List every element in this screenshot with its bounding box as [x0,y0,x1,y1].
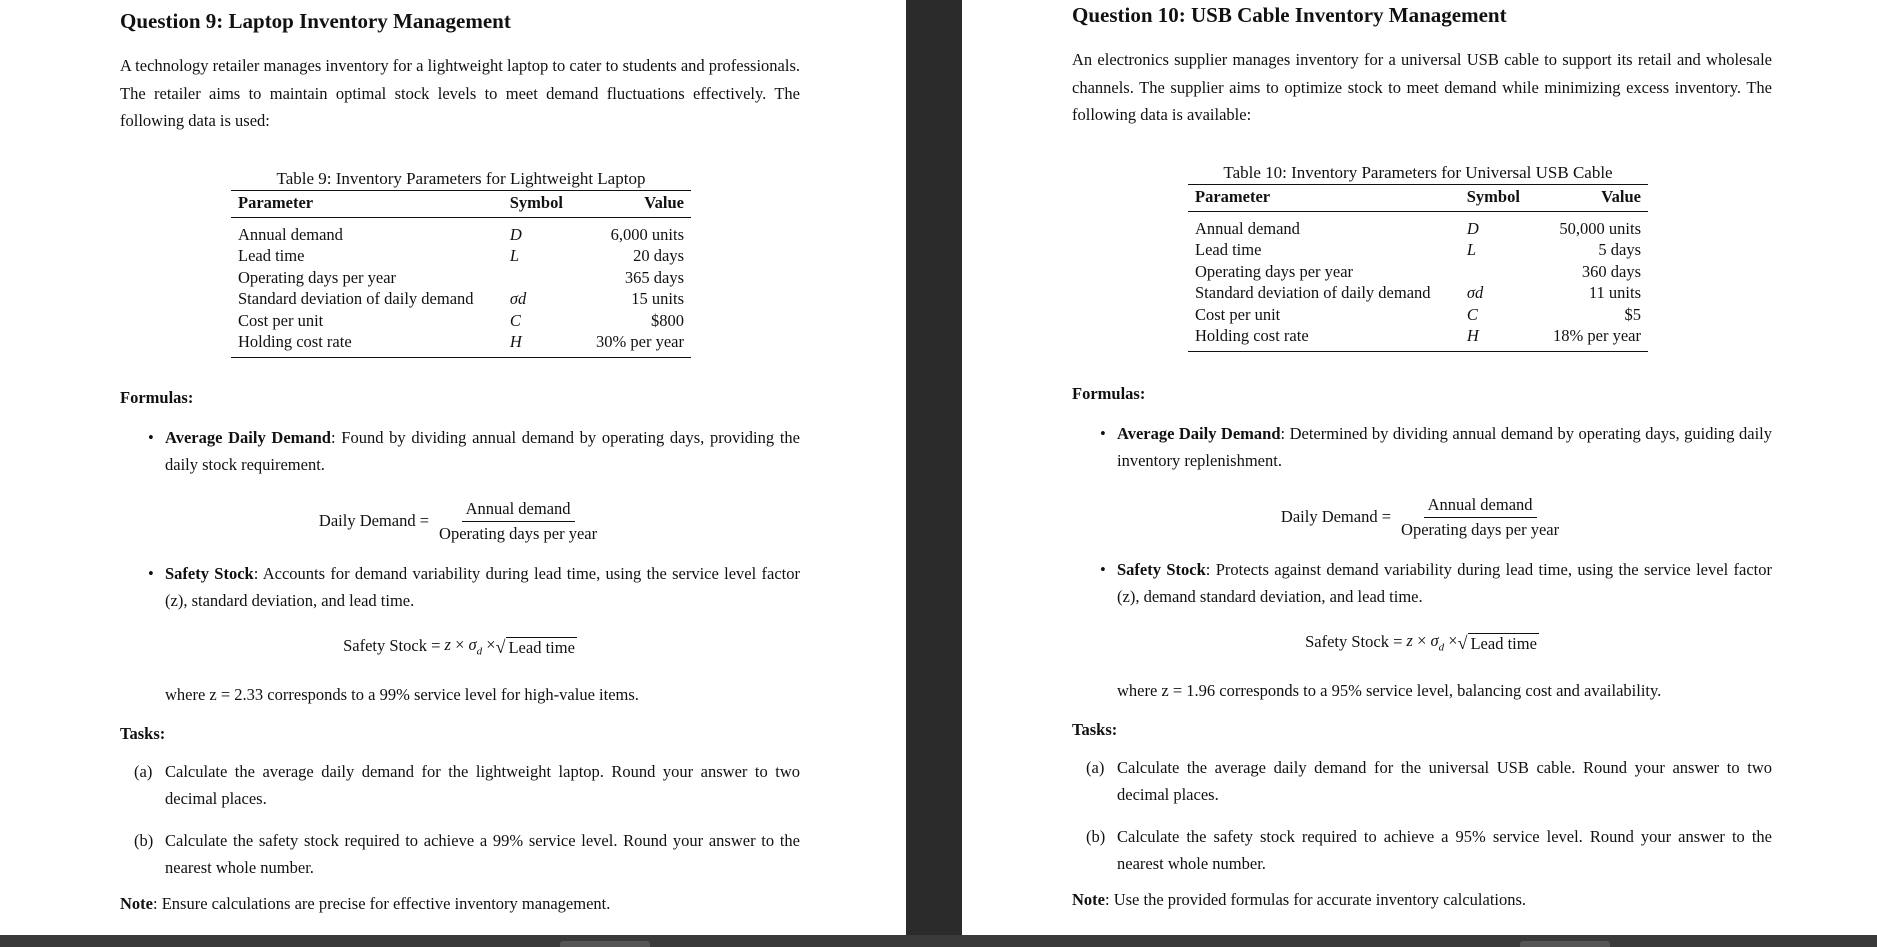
bullet-term: Average Daily Demand [1117,423,1281,443]
task-a [1072,754,1772,809]
cell-symbol [486,267,587,289]
bullet-text: : Protects against demand variability during lead time, using the service level factor (z), demand standard deviation, and lead time. [1117,559,1772,606]
sqrt-radicand: Lead time [508,637,575,657]
table-row [1188,325,1648,351]
task-label: (a) [1086,757,1105,777]
sqrt-expression [1458,631,1539,654]
question-title: Question 9: Laptop Inventory Management [120,9,511,33]
equation-daily-demand [120,499,800,544]
cell-parameter: Annual demand [1195,218,1300,238]
parameters-table-container [231,169,691,358]
sqrt-icon: √ [495,636,506,657]
bullet-dot-icon: • [148,427,154,447]
cell-parameter: Holding cost rate [1188,325,1443,351]
equation-lhs: Safety Stock = [343,636,441,655]
sqrt-radicand: Lead time [1470,633,1537,653]
cell-symbol: H [1443,325,1544,351]
cell-symbol: H [486,331,587,357]
equation-safety-stock [120,635,800,658]
task-a [120,758,800,813]
cell-parameter: Annual demand [238,224,343,244]
table-row [231,217,691,245]
cell-symbol: σd [1466,283,1484,302]
cell-parameter: Standard deviation of daily demand [238,289,474,308]
task-label: (b) [134,830,154,850]
where-clause: where z = 2.33 corresponds to a 99% service level for high-value items. [165,684,639,704]
tasks-heading: Tasks: [1072,719,1118,739]
header-value: Value [587,190,691,217]
parameters-table-container [1188,163,1648,352]
fraction-denominator: Operating days per year [1401,519,1560,539]
header-parameter: Parameter [231,190,486,217]
fraction-numerator: Annual demand [462,499,575,522]
bullet-safety-stock [120,560,800,615]
equation-rhs: $z \times \sigma_d$ × [444,634,496,658]
bullet-text: : Found by dividing annual demand by operating days, providing the daily stock requirement. [165,427,800,474]
cell-parameter: Cost per unit [238,310,324,330]
table-header-row [1188,184,1648,211]
cell-value: 18% per year [1544,325,1648,351]
cell-parameter: Standard deviation of daily demand [1195,283,1431,302]
document-page-left [0,0,906,935]
task-text: Calculate the safety stock required to achieve a 99% service level. Round your answer to the nearest whole number. [165,830,800,877]
where-clause: where z = 1.96 corresponds to a 95% service level, balancing cost and availability. [1117,680,1662,700]
cell-value: 360 days [1581,261,1641,281]
bullet-text: : Determined by dividing annual demand by operating days, guiding daily inventory replenishment. [1117,423,1772,470]
bullet-dot-icon: • [1100,423,1106,443]
equation-safety-stock [1072,631,1772,654]
tasks-heading: Tasks: [120,723,166,743]
bullet-term: Average Daily Demand [165,427,331,447]
cell-symbol: σd [509,289,527,308]
table-row [1188,282,1648,304]
fraction-numerator: Annual demand [1424,495,1537,518]
cell-symbol: C [509,310,521,330]
fraction [435,499,601,544]
task-text: Calculate the average daily demand for the universal USB cable. Round your answer to two decimal places. [1117,757,1772,804]
cell-symbol [1443,261,1544,283]
page-tab[interactable] [1520,941,1610,947]
cell-value: 20 days [633,246,684,265]
cell-parameter: Holding cost rate [231,331,486,357]
cell-symbol: C [1466,304,1478,324]
page-tab[interactable] [560,941,650,947]
cell-parameter: Operating days per year [238,267,397,287]
question-title: Question 10: USB Cable Inventory Management [1072,3,1507,27]
equation-daily-demand [1072,495,1772,540]
cell-symbol: L [1466,240,1477,259]
cell-value: 5 days [1598,240,1641,259]
cell-parameter: Operating days per year [1195,261,1354,281]
table-row [231,267,691,289]
cell-symbol: D [1466,218,1479,238]
cell-parameter: Lead time [238,246,305,265]
table-row [1188,304,1648,326]
sqrt-expression [496,635,577,658]
equation-lhs: Daily Demand = [318,511,430,530]
header-symbol: Symbol [1443,184,1544,211]
cell-parameter: Cost per unit [1195,304,1281,324]
cell-value: 11 units [1588,283,1641,302]
viewer-bottom-bar [0,935,1877,947]
cell-value: 15 units [631,289,684,308]
bullet-dot-icon: • [148,563,154,583]
intro-paragraph: An electronics supplier manages inventory for a universal USB cable to support its retail and wholesale channels. The supplier aims to optimize stock to meet demand while minimizing excess inventory. The following data is available: [1072,50,1772,124]
table-row [1188,239,1648,261]
parameters-table [231,190,691,358]
table-row [231,288,691,310]
note [120,894,800,914]
cell-value: $800 [651,310,684,330]
sqrt-icon: √ [1457,632,1468,653]
note [1072,890,1772,910]
bullet-average-daily-demand [120,424,800,479]
table-row [231,310,691,332]
cell-value: 30% per year [587,331,691,357]
table-row [231,331,691,357]
cell-value: $5 [1624,304,1641,324]
bullet-term: Safety Stock [1117,559,1206,579]
task-label: (a) [134,761,153,781]
table-row [1188,261,1648,283]
table-row [1188,211,1648,239]
equation-rhs: $z \times \sigma_d$ × [1406,630,1458,654]
equation-lhs: Safety Stock = [1305,632,1403,651]
task-label: (b) [1086,826,1106,846]
note-text: : Ensure calculations are precise for effective inventory management. [152,893,611,913]
bullet-dot-icon: • [1100,559,1106,579]
parameters-table [1188,184,1648,352]
header-parameter: Parameter [1188,184,1443,211]
note-text: : Use the provided formulas for accurate inventory calculations. [1104,889,1527,909]
table-header-row [231,190,691,217]
bullet-term: Safety Stock [165,563,254,583]
task-text: Calculate the average daily demand for the lightweight laptop. Round your answer to two decimal places. [165,761,800,808]
fraction [1397,495,1563,540]
task-b [1072,823,1772,878]
cell-symbol: L [509,246,520,265]
formulas-heading: Formulas: [1072,383,1146,403]
cell-parameter: Lead time [1195,240,1262,259]
page-content [120,0,800,914]
bullet-text: : Accounts for demand variability during lead time, using the service level factor (z), standard deviation, and lead time. [165,563,800,610]
note-label: Note [120,893,153,913]
task-text: Calculate the safety stock required to achieve a 95% service level. Round your answer to the nearest whole number. [1117,826,1772,873]
note-label: Note [1072,889,1105,909]
intro-paragraph: A technology retailer manages inventory for a lightweight laptop to cater to students and professionals. The retailer aims to maintain optimal stock levels to meet demand fluctuations effectively. The following data is used: [120,56,800,130]
formulas-heading: Formulas: [120,387,194,407]
table-caption: Table 10: Inventory Parameters for Universal USB Cable [1223,162,1613,182]
document-page-right [962,0,1877,935]
header-symbol: Symbol [486,190,587,217]
fraction-denominator: Operating days per year [439,523,598,543]
page-content [1072,0,1772,910]
equation-lhs: Daily Demand = [1280,507,1392,526]
table-caption: Table 9: Inventory Parameters for Lightweight Laptop [276,168,646,188]
task-b [120,827,800,882]
cell-value: 365 days [624,267,684,287]
header-value: Value [1544,184,1648,211]
bullet-average-daily-demand [1072,420,1772,475]
cell-symbol: D [509,224,522,244]
cell-value: 50,000 units [1559,218,1641,238]
bullet-safety-stock [1072,556,1772,611]
table-row [231,245,691,267]
cell-value: 6,000 units [610,224,684,244]
